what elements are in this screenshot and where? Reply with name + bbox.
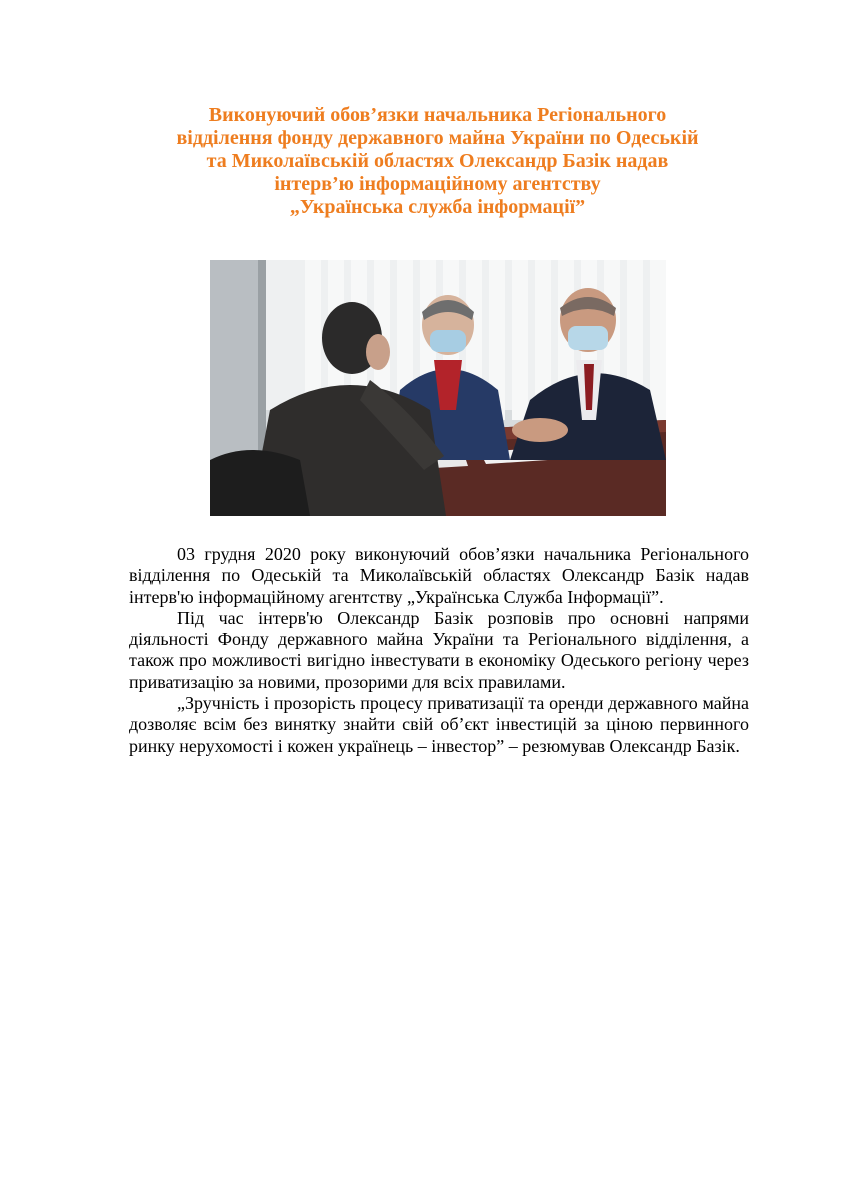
paragraph: „Зручність і прозорість процесу приватизації та оренди державного майна дозволяє всім без винятку знайти свій об’єкт інвестицій за ціною первинного ринку нерухомості і кожен українець – інвестор” – резюмував Олександр Базік. (129, 693, 749, 756)
interview-photo (210, 260, 666, 516)
paragraph: 03 грудня 2020 року виконуючий обов’язки начальника Регіонального відділення по Одеській та Миколаївській областях Олександр Базік надав інтерв'ю інформаційному агентству „Українська Служба Інформації”. (129, 544, 749, 607)
title-line: та Миколаївській областях Олександр Базік надав (206, 150, 669, 172)
article-body (129, 544, 749, 757)
title-line: „Українська служба інформації” (289, 196, 586, 218)
title-line: Виконуючий обов’язки начальника Регіонального (208, 104, 667, 126)
title-line: інтерв’ю інформаційному агентству (274, 173, 601, 195)
paragraph: Під час інтерв'ю Олександр Базік розповів про основні напрями діяльності Фонду державного майна України та Регіонального відділення, а також про можливості вигідно інвестувати в економіку Одеського регіону через приватизацію за новими, прозорими для всіх правилами. (129, 607, 749, 692)
title-line: відділення фонду державного майна України по Одеській (176, 127, 699, 149)
document-title (110, 104, 765, 219)
